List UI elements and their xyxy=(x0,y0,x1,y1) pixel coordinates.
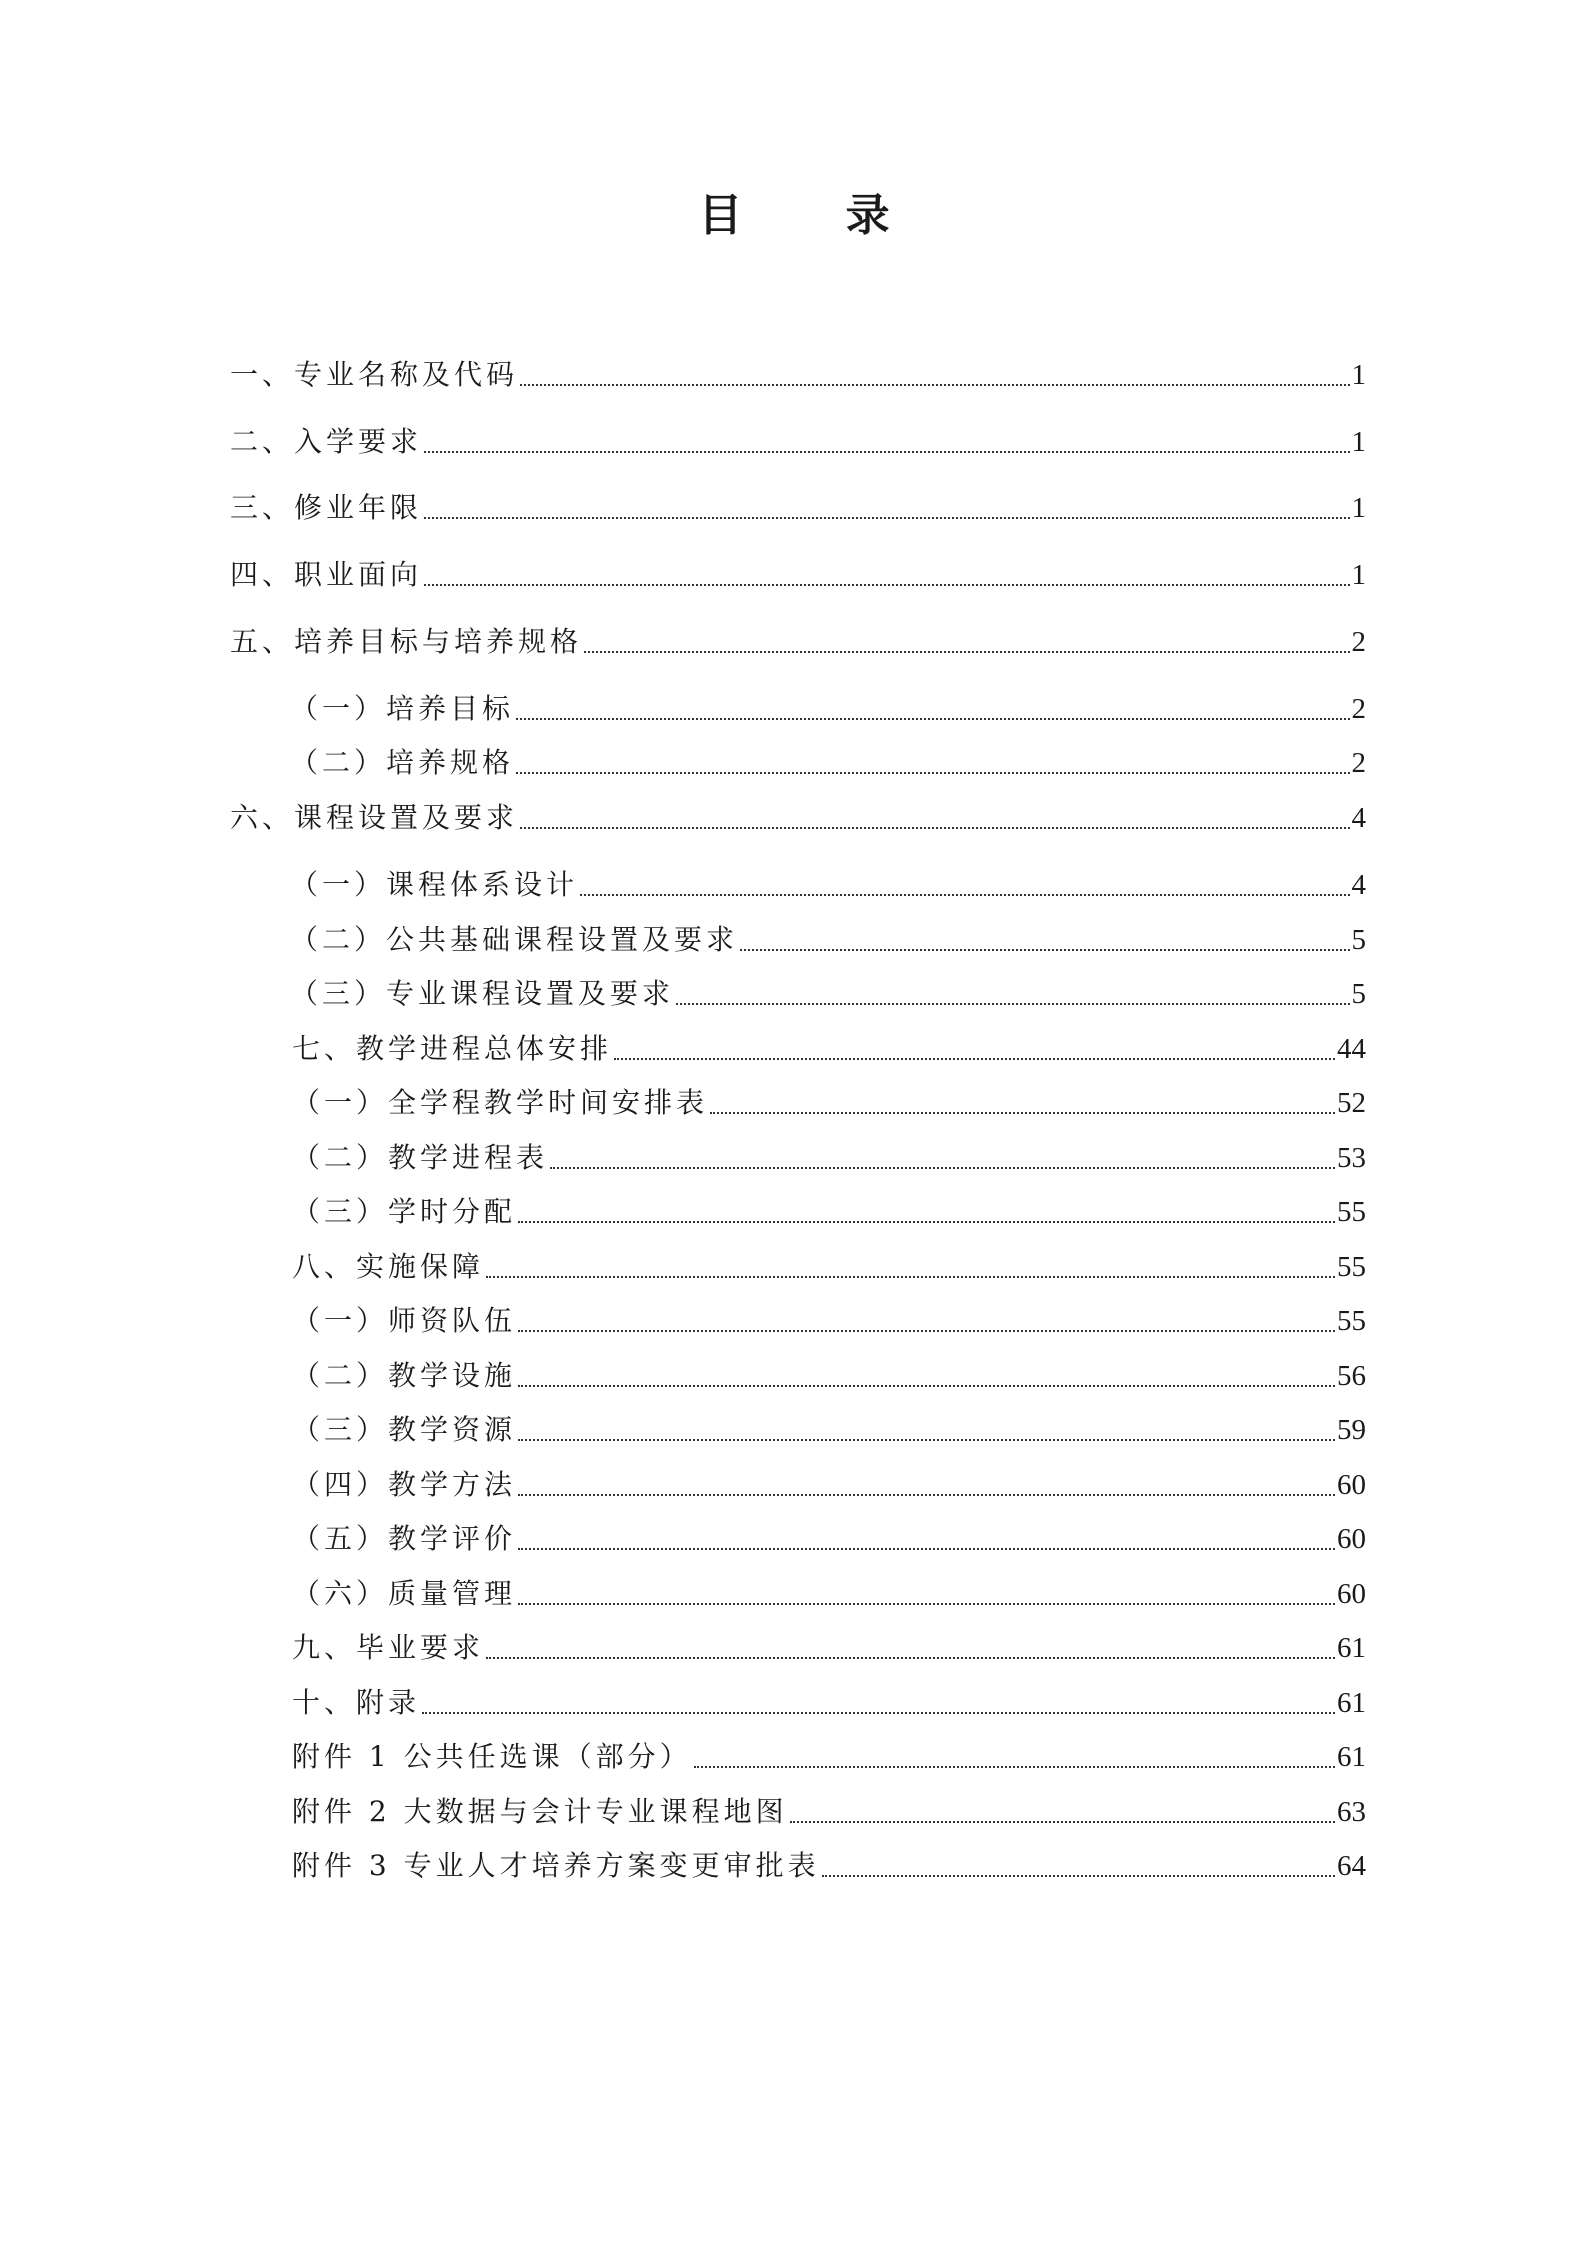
toc-leader-dots xyxy=(486,1276,1335,1278)
toc-page-number: 55 xyxy=(1337,1196,1366,1228)
toc-entry-title: （二）教学设施 xyxy=(292,1359,517,1392)
toc-leader-dots xyxy=(518,1439,1335,1441)
toc-entry-title: （三）教学资源 xyxy=(292,1413,517,1446)
toc-entry-title: （二）公共基础课程设置及要求 xyxy=(290,923,739,956)
toc-entry-title: 附件 2 大数据与会计专业课程地图 xyxy=(292,1795,788,1828)
toc-page-number: 52 xyxy=(1337,1087,1366,1119)
toc-entry-title: （二）培养规格 xyxy=(290,746,515,779)
toc-page-number: 60 xyxy=(1337,1523,1366,1555)
toc-entry[interactable] xyxy=(292,1356,1366,1396)
toc-leader-dots xyxy=(694,1766,1335,1768)
toc-leader-dots xyxy=(520,827,1349,829)
toc-page-number: 2 xyxy=(1351,626,1366,658)
toc-entry-title: （六）质量管理 xyxy=(292,1577,517,1610)
toc-entry-title: 十、附录 xyxy=(292,1686,421,1719)
toc-entry-title: 附件 3 专业人才培养方案变更审批表 xyxy=(292,1849,820,1882)
toc-entry[interactable] xyxy=(230,422,1366,462)
toc-leader-dots xyxy=(710,1112,1335,1114)
toc-entry[interactable] xyxy=(290,865,1366,905)
toc-entry[interactable] xyxy=(290,689,1366,729)
toc-entry[interactable] xyxy=(290,920,1366,960)
toc-entry[interactable] xyxy=(290,974,1366,1014)
toc-page-number: 61 xyxy=(1337,1687,1366,1719)
toc-page-number: 55 xyxy=(1337,1305,1366,1337)
toc-leader-dots xyxy=(518,1548,1335,1550)
toc-leader-dots xyxy=(822,1875,1335,1877)
toc-leader-dots xyxy=(614,1058,1335,1060)
toc-entry-title: （一）培养目标 xyxy=(290,692,515,725)
toc-page-number: 4 xyxy=(1351,869,1366,901)
toc-leader-dots xyxy=(424,584,1349,586)
toc-entry[interactable] xyxy=(292,1029,1366,1069)
toc-leader-dots xyxy=(424,451,1349,453)
toc-leader-dots xyxy=(520,384,1349,386)
toc-page-number: 2 xyxy=(1351,693,1366,725)
toc-leader-dots xyxy=(518,1385,1335,1387)
toc-entry[interactable] xyxy=(292,1737,1366,1777)
toc-entry[interactable] xyxy=(292,1465,1366,1505)
toc-page-number: 1 xyxy=(1351,426,1366,458)
toc-page-number: 1 xyxy=(1351,559,1366,591)
toc-leader-dots xyxy=(486,1657,1335,1659)
toc-leader-dots xyxy=(550,1167,1335,1169)
toc-page-number: 56 xyxy=(1337,1360,1366,1392)
toc-entry[interactable] xyxy=(292,1138,1366,1178)
toc-entry-title: （一）课程体系设计 xyxy=(290,868,579,901)
toc-entry-title: 附件 1 公共任选课（部分） xyxy=(292,1740,692,1773)
toc-entry[interactable] xyxy=(292,1083,1366,1123)
toc-entry-title: 三、修业年限 xyxy=(230,491,423,524)
toc-leader-dots xyxy=(424,517,1349,519)
toc-entry-title: （五）教学评价 xyxy=(292,1522,517,1555)
toc-page-number: 5 xyxy=(1351,978,1366,1010)
toc-leader-dots xyxy=(518,1603,1335,1605)
toc-entry[interactable] xyxy=(292,1792,1366,1832)
toc-entry[interactable] xyxy=(292,1247,1366,1287)
toc-entry[interactable] xyxy=(230,555,1366,595)
toc-entry[interactable] xyxy=(290,743,1366,783)
toc-page-number: 60 xyxy=(1337,1578,1366,1610)
toc-entry-title: （一）师资队伍 xyxy=(292,1304,517,1337)
toc-entry-title: 二、入学要求 xyxy=(230,425,423,458)
toc-entry[interactable] xyxy=(292,1192,1366,1232)
toc-page-number: 64 xyxy=(1337,1850,1366,1882)
toc-leader-dots xyxy=(518,1330,1335,1332)
toc-entry[interactable] xyxy=(292,1519,1366,1559)
toc-page-number: 5 xyxy=(1351,924,1366,956)
toc-entry[interactable] xyxy=(292,1301,1366,1341)
toc-entry[interactable] xyxy=(292,1628,1366,1668)
toc-page-number: 4 xyxy=(1351,802,1366,834)
toc-leader-dots xyxy=(740,949,1349,951)
toc-entry[interactable] xyxy=(230,355,1366,395)
toc-entry[interactable] xyxy=(292,1683,1366,1723)
toc-entry-title: （一）全学程教学时间安排表 xyxy=(292,1086,709,1119)
toc-leader-dots xyxy=(580,894,1349,896)
toc-entry[interactable] xyxy=(230,798,1366,838)
toc-leader-dots xyxy=(584,651,1349,653)
toc-entry-title: （三）专业课程设置及要求 xyxy=(290,977,675,1010)
toc-entry-title: 九、毕业要求 xyxy=(292,1631,485,1664)
toc-page-number: 55 xyxy=(1337,1251,1366,1283)
toc-page-number: 1 xyxy=(1351,359,1366,391)
toc-entry-title: 一、专业名称及代码 xyxy=(230,358,519,391)
toc-leader-dots xyxy=(790,1821,1335,1823)
toc-leader-dots xyxy=(422,1712,1335,1714)
toc-entry[interactable] xyxy=(292,1574,1366,1614)
toc-page-number: 1 xyxy=(1351,492,1366,524)
toc-leader-dots xyxy=(518,1221,1335,1223)
toc-entry-title: 五、培养目标与培养规格 xyxy=(230,625,583,658)
toc-entry[interactable] xyxy=(292,1846,1366,1886)
toc-page-number: 63 xyxy=(1337,1796,1366,1828)
toc-page-number: 53 xyxy=(1337,1142,1366,1174)
toc-entry[interactable] xyxy=(292,1410,1366,1450)
page-title: 目 录 xyxy=(698,190,934,241)
toc-page-number: 2 xyxy=(1351,747,1366,779)
toc-page-number: 61 xyxy=(1337,1632,1366,1664)
toc-entry-title: 八、实施保障 xyxy=(292,1250,485,1283)
toc-entry-title: 七、教学进程总体安排 xyxy=(292,1032,613,1065)
toc-entry-title: （四）教学方法 xyxy=(292,1468,517,1501)
toc-leader-dots xyxy=(516,718,1349,720)
toc-page-number: 59 xyxy=(1337,1414,1366,1446)
toc-entry[interactable] xyxy=(230,622,1366,662)
toc-page-number: 60 xyxy=(1337,1469,1366,1501)
toc-entry[interactable] xyxy=(230,488,1366,528)
toc-leader-dots xyxy=(518,1494,1335,1496)
toc-entry-title: （二）教学进程表 xyxy=(292,1141,549,1174)
toc-page-number: 61 xyxy=(1337,1741,1366,1773)
toc-entry-title: 六、课程设置及要求 xyxy=(230,801,519,834)
toc-page-number: 44 xyxy=(1337,1033,1366,1065)
toc-leader-dots xyxy=(516,772,1349,774)
toc-entry-title: 四、职业面向 xyxy=(230,558,423,591)
toc-leader-dots xyxy=(676,1003,1349,1005)
toc-entry-title: （三）学时分配 xyxy=(292,1195,517,1228)
